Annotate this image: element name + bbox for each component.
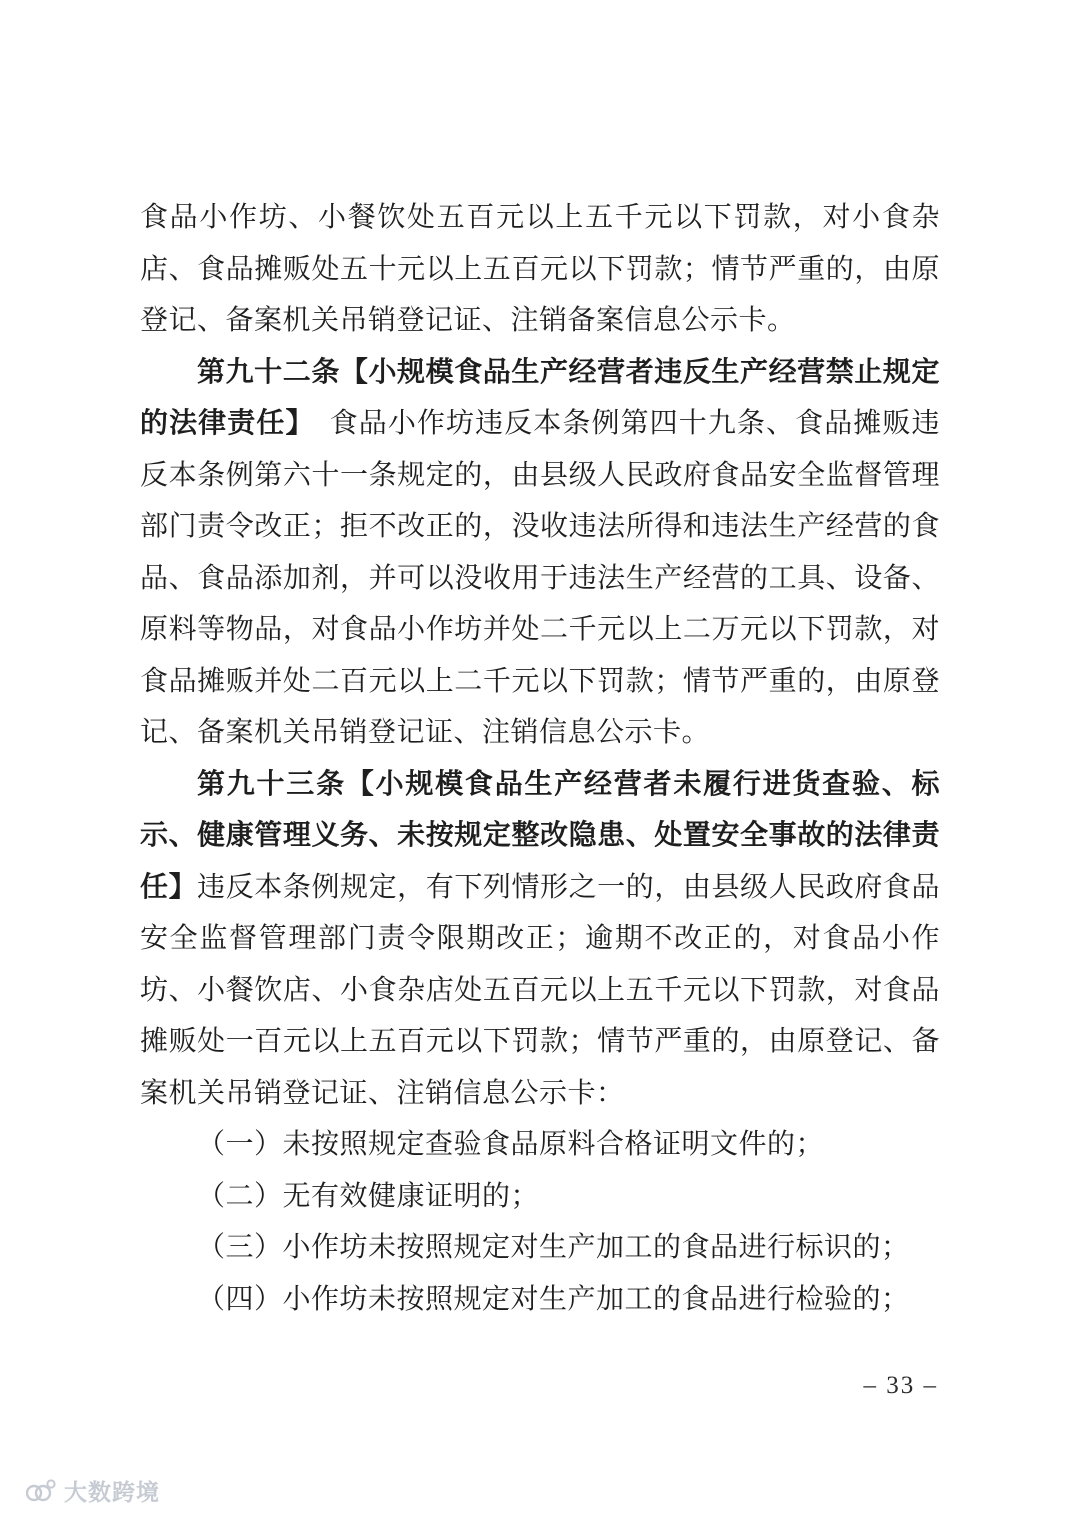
list-item [140, 1171, 940, 1223]
body-text: 食品小作坊、小餐饮处五百元以上五千元以下罚款，对小食杂店、食品摊贩处五十元以上五百元以下罚款；情节严重的，由原登记、备案机关吊销登记证、注销备案信息公示卡。 [140, 202, 940, 336]
list-item [140, 1119, 940, 1171]
body-text: （三）小作坊未按照规定对生产加工的食品进行标识的； [197, 1232, 910, 1263]
article-heading-text: 第九十三条【小规模食品生产经营者未履行进货查验、标示、健康管理义务、未按规定整改隐患、处置安全事故的法律责任】 [140, 768, 940, 903]
watermark [26, 1474, 160, 1507]
body-text: （二）无有效健康证明的； [197, 1180, 540, 1212]
paragraph [140, 192, 940, 347]
body-text: 违反本条例规定，有下列情形之一的，由县级人民政府食品安全监督管理部门责令限期改正；逾期不改正的，对食品小作坊、小餐饮店、小食杂店处五百元以上五千元以下罚款，对食品摊贩处一百元以上五百元以下罚款；情节严重的，由原登记、备案机关吊销登记证、注销信息公示卡： [140, 871, 940, 1109]
page-number: – 33 – [863, 1372, 938, 1399]
document-body [140, 192, 940, 1325]
body-text: （四）小作坊未按照规定对生产加工的食品进行检验的； [197, 1283, 910, 1315]
watermark-logo-icon [26, 1478, 56, 1504]
paragraph [140, 759, 940, 1120]
body-text: （一）未按照规定查验食品原料合格证明文件的； [197, 1129, 825, 1160]
list-item [140, 1222, 940, 1274]
paragraph [140, 347, 940, 759]
body-text: 食品小作坊违反本条例第四十九条、食品摊贩违反本条例第六十一条规定的，由县级人民政府食品安全监督管理部门责令改正；拒不改正的，没收违法所得和违法生产经营的食品、食品添加剂，并可以没收用于违法生产经营的工具、设备、原料等物品，对食品小作坊并处二千元以上二万元以下罚款，对食品摊贩并处二百元以上二千元以下罚款；情节严重的，由原登记、备案机关吊销登记证、注销信息公示卡。 [140, 408, 940, 748]
watermark-brand: 大数跨境 [64, 1479, 160, 1505]
list-item [140, 1274, 940, 1326]
article-heading-text: 第九十二条【小规模食品生产经营者违反生产经营禁止规定的法律责任】 [140, 356, 940, 439]
